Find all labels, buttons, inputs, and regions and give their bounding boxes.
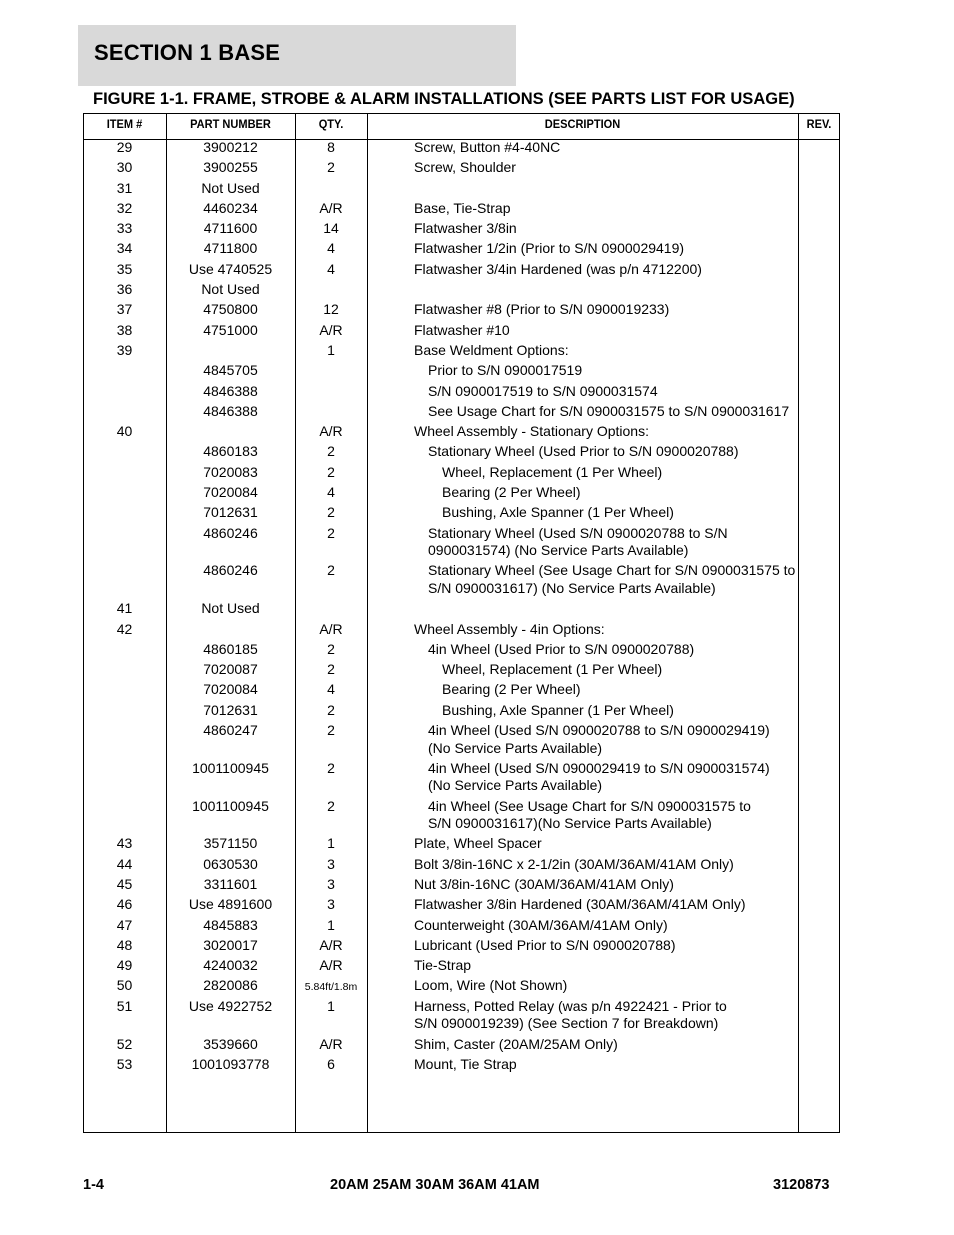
item-number: 45 xyxy=(116,876,133,892)
description: Wheel, Replacement (1 Per Wheel) xyxy=(442,463,663,480)
header-item: ITEM # xyxy=(106,117,143,131)
part-number: Use 4922752 xyxy=(188,997,273,1014)
part-number: 4711800 xyxy=(203,240,258,257)
part-number: 4750800 xyxy=(203,301,258,318)
table-row xyxy=(83,681,840,701)
part-number: 4711600 xyxy=(203,220,258,237)
table-row xyxy=(83,159,840,179)
table-row xyxy=(83,760,840,798)
table-row xyxy=(83,661,840,681)
table-row xyxy=(83,301,840,321)
quantity: 3 xyxy=(327,896,335,913)
part-number: 1001093778 xyxy=(191,1055,270,1072)
quantity: A/R xyxy=(319,321,343,338)
description: Bushing, Axle Spanner (1 Per Wheel) xyxy=(442,701,674,718)
part-number: Not Used xyxy=(201,281,260,298)
quantity: A/R xyxy=(319,620,343,637)
item-number: 43 xyxy=(116,835,133,852)
table-row xyxy=(83,621,840,641)
description: Bearing (2 Per Wheel) xyxy=(442,681,581,698)
description: Wheel, Replacement (1 Per Wheel) xyxy=(442,661,663,678)
table-row xyxy=(83,180,840,200)
table-row xyxy=(83,856,840,876)
description: Plate, Wheel Spacer xyxy=(414,835,542,852)
figure-title: FIGURE 1-1. FRAME, STROBE & ALARM INSTALLATIONS (SEE PARTS LIST FOR USAGE) xyxy=(93,90,795,108)
part-number: 3539660 xyxy=(203,1035,258,1052)
quantity: 8 xyxy=(327,139,335,155)
item-number: 37 xyxy=(116,301,133,318)
table-row xyxy=(83,504,840,524)
table-row xyxy=(83,1036,840,1056)
item-number: 33 xyxy=(116,220,133,237)
item-number: 29 xyxy=(116,139,133,155)
item-number: 34 xyxy=(116,240,133,257)
table-row xyxy=(83,722,840,760)
part-number: Not Used xyxy=(201,600,260,617)
description: Stationary Wheel (Used S/N 0900020788 to S/N 0900031574) (No Service Parts Available) xyxy=(428,524,728,559)
description: Bushing, Axle Spanner (1 Per Wheel) xyxy=(442,504,674,521)
description: Stationary Wheel (See Usage Chart for S/N 0900031575 to S/N 0900031617) (No Service Parts Available) xyxy=(428,562,796,596)
table-row xyxy=(83,240,840,260)
quantity: 2 xyxy=(327,463,335,480)
table-row xyxy=(83,464,840,484)
description: Counterweight (30AM/36AM/41AM Only) xyxy=(414,916,668,933)
item-number: 52 xyxy=(116,1035,133,1052)
table-row xyxy=(83,200,840,220)
item-number: 48 xyxy=(116,936,133,953)
header-description: DESCRIPTION xyxy=(544,117,621,131)
part-number: 4846388 xyxy=(203,382,258,399)
quantity: 4 xyxy=(327,681,335,698)
item-number: 38 xyxy=(116,321,133,338)
part-number: 4860247 xyxy=(203,722,258,739)
description: 4in Wheel (Used S/N 0900029419 to S/N 0900031574) (No Service Parts Available) xyxy=(428,759,770,794)
table-row xyxy=(83,484,840,504)
quantity: A/R xyxy=(319,199,343,216)
description: Flatwasher #10 xyxy=(414,321,510,338)
item-number: 49 xyxy=(116,957,133,974)
item-number: 44 xyxy=(116,855,133,872)
part-number: 3311601 xyxy=(203,876,258,892)
header-part-number: PART NUMBER xyxy=(190,117,271,131)
header-rev: REV. xyxy=(806,117,832,131)
table-row xyxy=(83,876,840,896)
quantity: 2 xyxy=(327,443,335,460)
description: Flatwasher 3/8in Hardened (30AM/36AM/41AM Only) xyxy=(414,896,746,913)
part-number: 0630530 xyxy=(203,855,258,872)
part-number: 4860183 xyxy=(203,443,258,460)
part-number: 7020084 xyxy=(203,484,258,501)
description: Flatwasher #8 (Prior to S/N 0900019233) xyxy=(414,301,670,318)
part-number: 4846388 xyxy=(203,402,258,419)
description: See Usage Chart for S/N 0900031575 to S/N 0900031617 xyxy=(428,402,790,419)
quantity: A/R xyxy=(319,957,343,974)
quantity: 5.84ft/1.8m xyxy=(304,981,358,994)
description: S/N 0900017519 to S/N 0900031574 xyxy=(428,382,658,399)
quantity: A/R xyxy=(319,423,343,440)
part-number: Use 4891600 xyxy=(188,896,273,913)
table-row xyxy=(83,403,840,423)
description: Screw, Button #4-40NC xyxy=(414,139,561,155)
quantity: 3 xyxy=(327,876,335,892)
description: Mount, Tie Strap xyxy=(414,1055,517,1072)
table-row xyxy=(83,937,840,957)
table-row xyxy=(83,977,840,997)
table-row xyxy=(83,562,840,600)
description: Flatwasher 3/8in xyxy=(414,220,517,237)
description: 4in Wheel (See Usage Chart for S/N 0900031575 to S/N 0900031617)(No Service Parts Available) xyxy=(428,797,751,832)
table-row xyxy=(83,383,840,403)
quantity: 6 xyxy=(327,1055,335,1072)
footer-page-number: 1-4 xyxy=(83,1177,104,1193)
table-row xyxy=(83,917,840,937)
part-number: 7012631 xyxy=(203,701,258,718)
footer-models: 20AM 25AM 30AM 36AM 41AM xyxy=(330,1177,540,1193)
quantity: 14 xyxy=(323,220,339,237)
description: Wheel Assembly - 4in Options: xyxy=(414,620,605,637)
table-row xyxy=(83,261,840,281)
part-number: 1001100945 xyxy=(192,797,269,814)
part-number: 4860246 xyxy=(203,524,258,541)
description: Nut 3/8in-16NC (30AM/36AM/41AM Only) xyxy=(414,876,674,892)
description: Bolt 3/8in-16NC x 2-1/2in (30AM/36AM/41AM Only) xyxy=(414,855,734,872)
quantity: 2 xyxy=(327,524,335,541)
table-row xyxy=(83,423,840,443)
quantity: 2 xyxy=(327,504,335,521)
part-number: 4751000 xyxy=(203,321,258,338)
description: Base Weldment Options: xyxy=(414,341,569,358)
section-title: SECTION 1 BASE xyxy=(94,40,281,65)
part-number: Use 4740525 xyxy=(188,260,273,277)
description: Prior to S/N 0900017519 xyxy=(428,362,583,379)
quantity: 4 xyxy=(327,260,335,277)
quantity: 2 xyxy=(327,722,335,739)
item-number: 30 xyxy=(116,159,133,176)
description: Shim, Caster (20AM/25AM Only) xyxy=(414,1035,618,1052)
description: Bearing (2 Per Wheel) xyxy=(442,484,581,501)
part-number: 4860246 xyxy=(203,562,258,579)
part-number: 4845705 xyxy=(203,362,258,379)
quantity: 2 xyxy=(327,797,335,814)
table-row xyxy=(83,342,840,362)
table-row xyxy=(83,896,840,916)
part-number: 3900212 xyxy=(203,139,258,155)
quantity: A/R xyxy=(319,936,343,953)
description: 4in Wheel (Used Prior to S/N 0900020788) xyxy=(428,640,695,657)
part-number: 7020083 xyxy=(203,463,258,480)
part-number: 3020017 xyxy=(203,936,258,953)
table-row xyxy=(83,1056,840,1076)
table-row xyxy=(83,362,840,382)
description: Flatwasher 1/2in (Prior to S/N 0900029419) xyxy=(414,240,685,257)
table-row xyxy=(83,281,840,301)
table-row xyxy=(83,443,840,463)
quantity: 2 xyxy=(327,661,335,678)
table-row xyxy=(83,702,840,722)
quantity: 2 xyxy=(327,562,335,579)
table-row xyxy=(83,798,840,836)
item-number: 36 xyxy=(116,281,133,298)
quantity: 1 xyxy=(327,997,335,1014)
item-number: 40 xyxy=(116,423,133,440)
quantity: 3 xyxy=(327,855,335,872)
table-row xyxy=(83,600,840,620)
description: Stationary Wheel (Used Prior to S/N 0900020788) xyxy=(428,443,739,460)
table-row xyxy=(83,322,840,342)
table-row xyxy=(83,220,840,240)
header-qty: QTY. xyxy=(318,117,344,131)
quantity: A/R xyxy=(319,1035,343,1052)
table-row xyxy=(83,139,840,159)
part-number: 1001100945 xyxy=(192,759,269,776)
part-number: 7012631 xyxy=(203,504,258,521)
quantity: 1 xyxy=(327,916,335,933)
item-number: 46 xyxy=(116,896,133,913)
part-number: 4460234 xyxy=(203,199,258,216)
part-number: 4845883 xyxy=(203,916,258,933)
description: Lubricant (Used Prior to S/N 0900020788) xyxy=(414,936,676,953)
item-number: 50 xyxy=(116,977,133,994)
description: Harness, Potted Relay (was p/n 4922421 - Prior to S/N 0900019239) (See Section 7 for Breakdown) xyxy=(414,997,727,1032)
table-row xyxy=(83,998,840,1036)
quantity: 2 xyxy=(327,701,335,718)
quantity: 1 xyxy=(327,835,335,852)
item-number: 53 xyxy=(116,1055,133,1072)
part-number: 3900255 xyxy=(203,159,258,176)
part-number: 3571150 xyxy=(203,835,258,852)
table-row xyxy=(83,525,840,563)
quantity: 2 xyxy=(327,159,335,176)
part-number: 4240032 xyxy=(203,957,258,974)
table-row xyxy=(83,641,840,661)
footer-doc-number: 3120873 xyxy=(773,1177,830,1193)
table-body xyxy=(83,139,840,1076)
item-number: 39 xyxy=(116,341,133,358)
quantity: 4 xyxy=(327,484,335,501)
part-number: 2820086 xyxy=(203,977,258,994)
item-number: 35 xyxy=(116,260,133,277)
item-number: 32 xyxy=(116,199,133,216)
description: Base, Tie-Strap xyxy=(414,199,511,216)
part-number: 7020087 xyxy=(203,661,258,678)
item-number: 42 xyxy=(116,620,133,637)
description: Screw, Shoulder xyxy=(414,159,516,176)
description: Flatwasher 3/4in Hardened (was p/n 4712200) xyxy=(414,260,702,277)
item-number: 51 xyxy=(116,997,133,1014)
quantity: 1 xyxy=(327,341,335,358)
description: Wheel Assembly - Stationary Options: xyxy=(414,423,649,440)
description: Tie-Strap xyxy=(414,957,472,974)
description: 4in Wheel (Used S/N 0900020788 to S/N 0900029419) (No Service Parts Available) xyxy=(428,722,770,756)
quantity: 12 xyxy=(323,301,339,318)
item-number: 47 xyxy=(116,916,133,933)
part-number: Not Used xyxy=(201,179,260,196)
quantity: 2 xyxy=(327,759,335,776)
item-number: 41 xyxy=(116,600,133,617)
part-number: 4860185 xyxy=(203,640,258,657)
item-number: 31 xyxy=(116,179,133,196)
quantity: 2 xyxy=(327,640,335,657)
table-row xyxy=(83,835,840,855)
part-number: 7020084 xyxy=(203,681,258,698)
table-row xyxy=(83,957,840,977)
description: Loom, Wire (Not Shown) xyxy=(414,977,568,994)
quantity: 4 xyxy=(327,240,335,257)
